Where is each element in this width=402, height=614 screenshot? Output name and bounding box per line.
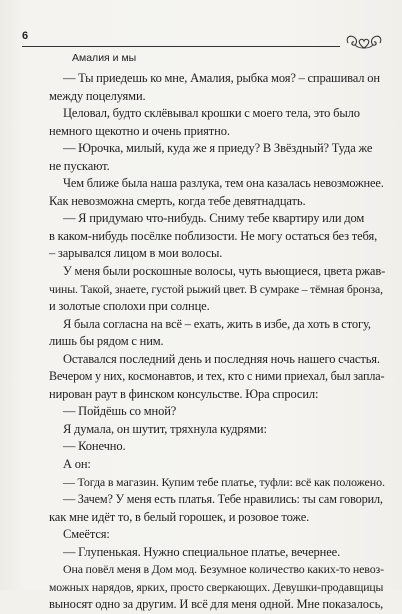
- text-line: — Глупенькая. Нужно специальное платье, вечернее.: [63, 544, 341, 559]
- text-line: — Ты приедешь ко мне, Амалия, рыбка моя? – спрашивал он: [63, 71, 380, 85]
- text-line: Чем ближе была наша разлука, тем она казалась невозможнее.: [63, 176, 384, 191]
- text-line: Я думала, он шутит, тряхнула кудрями:: [63, 421, 267, 436]
- text-line: Вечером у них, космонавтов, и тех, кто с ними приехал, был запла-: [49, 369, 385, 384]
- text-line: — Пойдёшь со мной?: [63, 404, 177, 419]
- text-line: между поцелуями.: [49, 88, 146, 103]
- text-line: можных нарядов, ярких, просто сверкающих. Девушки-продавщицы: [49, 580, 384, 594]
- text-line: и золотые сполохи при солнце.: [49, 299, 210, 314]
- text-line: Целовал, будто склёвывал крошки с моего тела, это было: [63, 106, 360, 121]
- text-line: Она повёл меня в Дом мод. Безумное количество каких-то невоз-: [63, 562, 384, 577]
- heart-swirl-ornament-icon: [344, 32, 384, 52]
- text-line: Я была согласна на всё – ехать, жить в избе, да хоть в стогу,: [63, 316, 371, 331]
- text-line: — Тогда в магазин. Купим тебе платье, туфли: всё как положено.: [63, 474, 385, 489]
- text-line: немного щекотно и очень приятно.: [49, 123, 230, 138]
- running-title: Амалия и мы: [72, 52, 137, 64]
- text-line: Как невозможна смерть, когда тебе девятнадцать.: [49, 193, 306, 208]
- text-line: — Зачем? У меня есть платья. Тебе нравились: ты сам говорил,: [63, 492, 383, 507]
- text-line: чины. Такой, знаете, густой рыжий цвет. В сумраке – тёмная бронза,: [49, 281, 383, 296]
- page-header: [22, 30, 382, 52]
- page-number: 6: [22, 30, 29, 42]
- text-line: выносят одно за другим. И всё для меня одной. Мне показалось,: [49, 597, 384, 612]
- text-line: не пускают.: [49, 158, 110, 173]
- text-line: — Конечно.: [63, 439, 126, 454]
- text-line: лишь бы рядом с ним.: [49, 334, 164, 349]
- header-rule: [22, 46, 340, 47]
- text-line: — Юрочка, милый, куда же я приеду? В Звёздный? Туда же: [63, 141, 373, 156]
- body-text: [49, 70, 385, 614]
- text-line: как мне идёт то, в белый горошек, и розовое тоже.: [49, 509, 310, 524]
- text-line: Оставался последний день и последняя ночь нашего счастья.: [63, 351, 380, 366]
- text-line: нирован раут в финском консульстве. Юра спросил:: [49, 386, 319, 401]
- text-line: – зарывался лицом в мои волосы.: [49, 246, 223, 261]
- text-line: Смеётся:: [63, 527, 110, 542]
- text-line: А он:: [63, 457, 91, 472]
- text-line: У меня были роскошные волосы, чуть вьющиеся, цвета ржав-: [63, 264, 386, 279]
- text-line: в каком-нибудь посёлке поблизости. Не могу остаться без тебя,: [49, 228, 378, 243]
- text-line: — Я придумаю что-нибудь. Сниму тебе квартиру или дом: [63, 211, 365, 226]
